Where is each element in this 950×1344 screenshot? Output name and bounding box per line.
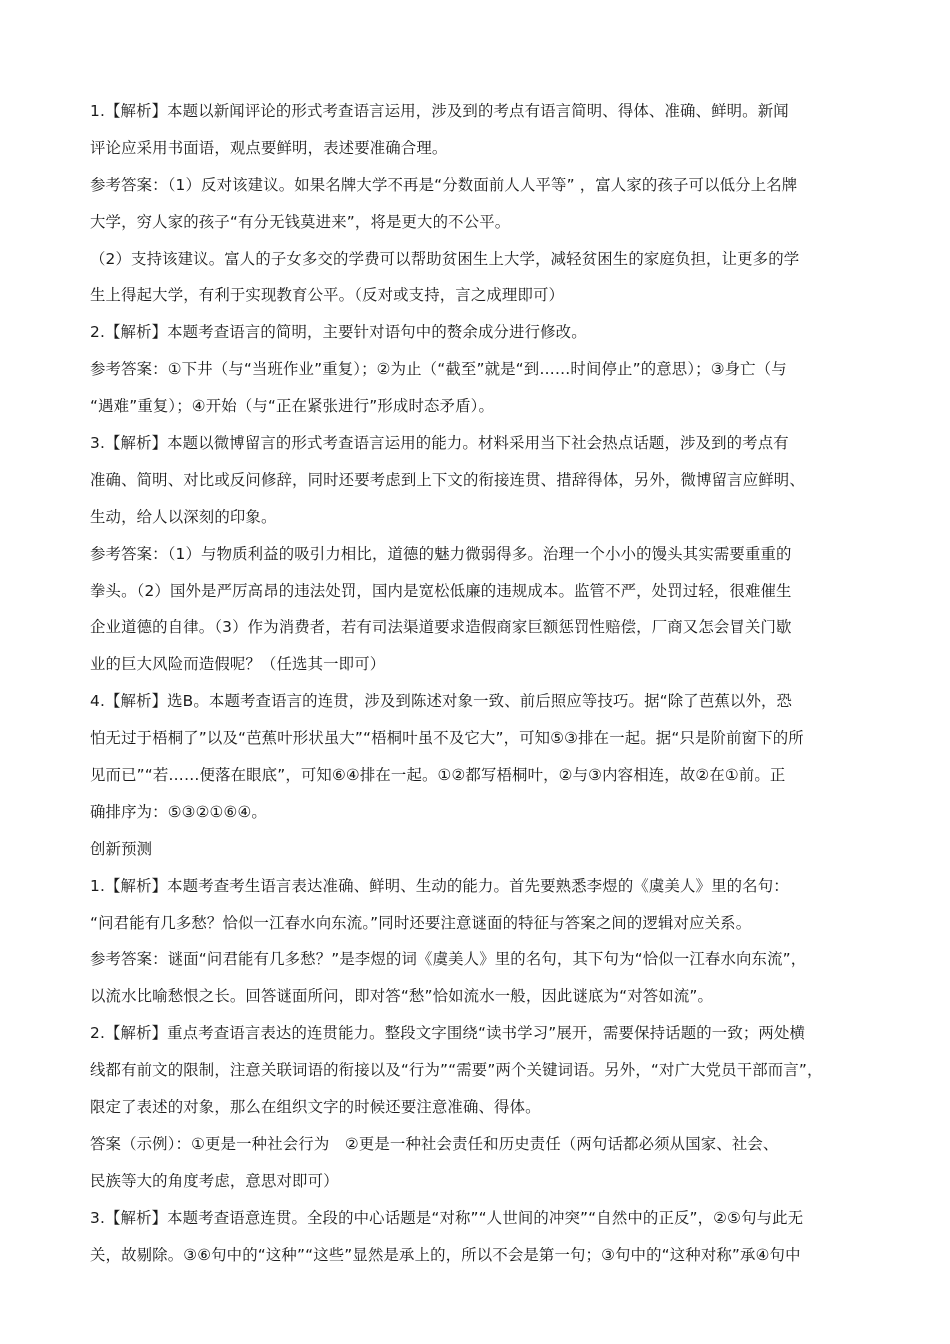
text-line: 参考答案：（1）反对该建议。如果名牌大学不再是“分数面前人人平等” ，富人家的孩子可以低分上名牌 <box>90 175 798 194</box>
text-line: 1.【解析】本题考查考生语言表达准确、鲜明、生动的能力。首先要熟悉李煜的《虞美人》里的名句： <box>90 876 789 895</box>
text-line: 准确、简明、对比或反问修辞，同时还要考虑到上下文的衔接连贯、措辞得体，另外，微博留言应鲜明、 <box>90 470 805 489</box>
text-line: 2.【解析】本题考查语言的简明，主要针对语句中的赘余成分进行修改。 <box>90 323 587 342</box>
text-line: （2）支持该建议。富人的子女多交的学费可以帮助贫困生上大学，减轻贫困生的家庭负担，让更多的学 <box>90 249 800 268</box>
text-line: 4.【解析】选B。本题考查语言的连贯，涉及到陈述对象一致、前后照应等技巧。据“除了芭蕉以外，恐 <box>90 692 793 711</box>
text-line: 大学，穷人家的孩子“有分无钱莫进来”，将是更大的不公平。 <box>90 212 511 231</box>
document-body <box>90 98 865 1279</box>
text-line: 关，故剔除。③⑥句中的“这种”“这些”显然是承上的，所以不会是第一句；③句中的“这种对称”承④句中 <box>90 1245 801 1264</box>
text-line: 确排序为：⑤③②①⑥④。 <box>90 802 267 821</box>
text-line: 业的巨大风险而造假呢？（任选其一即可） <box>90 655 386 674</box>
text-line: 生上得起大学，有利于实现教育公平。（反对或支持，言之成理即可） <box>90 286 565 305</box>
text-line: 见而已”“若……便落在眼底”，可知⑥④排在一起。①②都写梧桐叶，②与③内容相连，故②在①前。正 <box>90 766 786 785</box>
text-line: 民族等大的角度考虑，意思对即可） <box>90 1171 339 1190</box>
text-line: 3.【解析】本题考查语意连贯。全段的中心话题是“对称”“人世间的冲突”“自然中的正反”，②⑤句与此无 <box>90 1208 804 1227</box>
text-line: 怕无过于梧桐了”以及“芭蕉叶形状虽大”“梧桐叶虽不及它大”，可知⑤③排在一起。据“只是阶前窗下的所 <box>90 729 804 748</box>
text-line: 以流水比喻愁恨之长。回答谜面所问，即对答“愁”恰如流水一般，因此谜底为“对答如流”。 <box>90 987 714 1006</box>
text-line: 线都有前文的限制，注意关联词语的衔接以及“行为”“需要”两个关键词语。另外，“对广大党员干部而言”， <box>90 1061 823 1080</box>
text-line: 答案（示例）：①更是一种社会行为 ②更是一种社会责任和历史责任（两句话都必须从国家、社会、 <box>90 1134 779 1153</box>
text-line: 企业道德的自律。（3）作为消费者，若有司法渠道要求造假商家巨额惩罚性赔偿，厂商又怎会冒关门歇 <box>90 618 792 637</box>
section-heading: 创新预测 <box>90 839 153 858</box>
text-line: 限定了表述的对象，那么在组织文字的时候还要注意准确、得体。 <box>90 1098 541 1117</box>
text-line: “遇难”重复）；④开始（与“正在紧张进行”形成时态矛盾）。 <box>90 397 495 416</box>
text-line: “问君能有几多愁？恰似一江春水向东流。”同时还要注意谜面的特征与答案之间的逻辑对应关系。 <box>90 913 752 932</box>
text-line: 1.【解析】本题以新闻评论的形式考查语言运用，涉及到的考点有语言简明、得体、准确、鲜明。新闻 <box>90 102 789 120</box>
text-line: 3.【解析】本题以微博留言的形式考查语言运用的能力。材料采用当下社会热点话题，涉及到的考点有 <box>90 434 789 453</box>
text-line: 拳头。（2）国外是严厉高昂的违法处罚，国内是宽松低廉的违规成本。监管不严，处罚过轻，很难催生 <box>90 581 792 600</box>
text-line: 参考答案：①下井（与“当班作业”重复）；②为止（“截至”就是“到……时间停止”的意思）；③身亡（与 <box>90 360 787 379</box>
text-line: 评论应采用书面语，观点要鲜明，表述要准确合理。 <box>90 138 448 157</box>
text-line: 参考答案：谜面“问君能有几多愁？”是李煜的词《虞美人》里的名句，其下句为“恰似一江春水向东流”， <box>90 950 807 969</box>
text-line: 2.【解析】重点考查语言表达的连贯能力。整段文字围绕“读书学习”展开，需要保持话题的一致；两处横 <box>90 1024 806 1043</box>
text-line: 参考答案：（1）与物质利益的吸引力相比，道德的魅力微弱得多。治理一个小小的馒头其实需要重重的 <box>90 544 792 563</box>
text-line: 生动，给人以深刻的印象。 <box>90 507 277 526</box>
